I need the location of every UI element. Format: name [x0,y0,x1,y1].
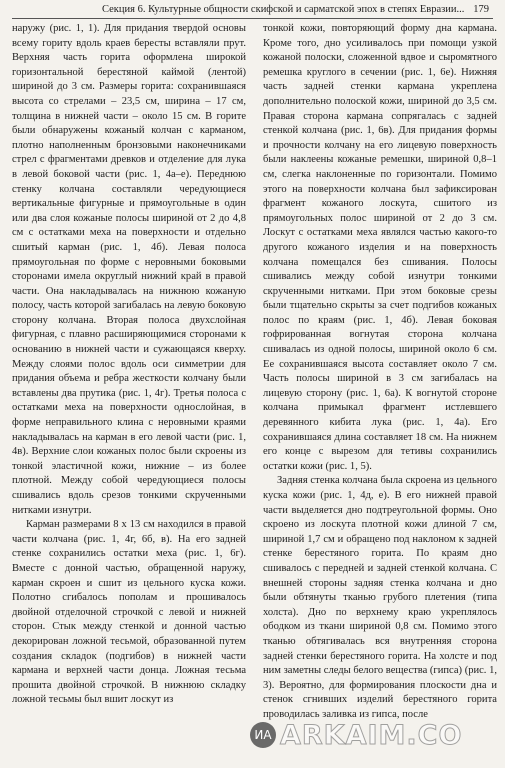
paragraph: наружу (рис. 1, 1). Для придания твердой основы всему гориту вдоль краев бересты вставляли прут. Верхняя часть горита оформлена широкой горизонтальной берестяной каймой (лентой) шириной до 3 см. Размеры горита: сохранившаяся высота со стрелами – 23,5 см, ширина – 17 см, толщина в нижней части – около 15 см. В горите были обнаружены кожаный колчан с карманом, плотно наполненным бронзовыми наконечниками стрел с фрагментами древков и отделение для лука в левой боковой части (рис. 1, 4а–е). Переднюю стенку колчана составляли чередующиеся вертикальные фигурные и прямоугольные в один или два слоя кожаные полосы шириной от 2 до 4,8 см с остатками меха на поверхности и отдельно сшитый карман (рис. 1, 4б). Левая полоса прямоугольная по форме с неровными боковыми сторонами имела округлый нижний край в правой части. Она накладывалась на нижнюю кожаную полосу, часть которой загибалась на левую боковую сторону колчана. Вторая полоса двухслойная фигурная, с плавно расширяющимися сторонами к основанию в нижней части и сужающаяся кверху. Между слоями полос вдоль оси симметрии для придания объема и ребра жесткости колчану были вставлены два прутика (рис. 1, 4г). Третья полоса с остатками меха на поверхности однослойная, в форме неправильного клина с неровными краями накладывалась на карман в его левой части (рис. 1, 4в). Верхние слои кожаных полос были скроены из тонкой эластичной кожи, нижние – из более плотной. Между собой чередующиеся полосы сшивались вдоль срезов тонкими скрученными нитками изнутри. [12,23,246,516]
watermark-text: ARKAIM.CO [280,719,463,751]
paragraph: тонкой кожи, повторяющий форму дна кармана. Кроме того, дно усиливалось при помощи узкой кожаной полоски, сложенной вдвое и сыромятного ремешка круглого в сечении (рис. 1, 6е). Нижняя часть задней стенки кармана укреплена дополнительно полоской кожи, шириной до 3,5 см. Правая сторона кармана сопрягалась с задней стенкой колчана (рис. 1, 6в). Для придания формы и прочности колчану на его лицевую поверхность были наклеены кожаные ремешки, шириной 0,8–1 см, слегка наклоненные по горизонтали. Помимо этого на поверхности колчана был зафиксирован фрагмент кожаного лоскута, сшитого из прямоугольных полос шириной от 2 до 3 см. Лоскут с остатками меха являлся частью какого-то другого кожаного изделия и на поверхность колчана помещался без сшивания. Полосы сшивались между собой изнутри тонкими скрученными нитками. При этом боковые срезы были тщательно скрыты за счет подгибов кожаных полос по краям (рис. 1, 4б). Левая боковая гофрированная вогнутая сторона колчана сшивалась из одной полосы, шириной около 6 см. Ее сохранившаяся высота составляет около 7 см. Часть полосы шириной в 3 см загибалась на лицевую сторону (рис. 1, 6а). К вогнутой стороне колчана примыкал фрагмент истлевшего деревянного кибита лука (рис. 1, 4а). Его сохранившаяся длина составляет 18 см. На нижнем его конце с вырезом для тетивы сохранились остатки кожи (рис. 1, 5). [263,23,497,472]
paragraph: Задняя стенка колчана была скроена из цельного куска кожи (рис. 1, 4д, е). В его нижней правой части выделяется дно подтреугольной формы. Оно скроено из лоскута плотной кожи длиной 7 см, шириной 1,7 см и обращено под наклоном к задней стенке берестяного горита. По краям дно сшивалось с передней и задней стенкой колчана. С внешней стороны задняя стенка колчана и дно были обтянуты тканью грубого плетения (типа холста). Дно по верхнему краю укреплялось ободком из ткани шириной 0,8 см. Помимо этого тканью обтягивалась вся внутренняя сторона задней стенки берестяного горита. На холсте и под ним заметны следы белого вещества (гипса) (рис. 1, 3). Вероятно, для формирования плоскости дна и стенок сгнивших изделий берестяного горита проводилась заливка из гипса, после [263,475,497,720]
left-column [12,22,246,708]
running-header [12,2,493,19]
paragraph: Карман размерами 8 х 13 см находился в правой части колчана (рис. 1, 4г, 6б, в). На его задней стенке сохранились остатки меха (рис. 1, 6г). Вместе с донной частью, обращенной наружу, карман скроен и сшит из цельного куска кожи. Полотно сгибалось пополам и прошивалось двойной отделочной строчкой с левой и нижней сторон. Стык между стенкой и донной частью декорирован ложной тесьмой, образованной путем создания складок (подгибов) в нижней части кармана и верхней части донца. Ложная тесьма прошита двойной строчкой. В нижнюю складку ложной тесьмы был вшит лоскут из [12,519,246,706]
running-title: Секция 6. Культурные общности скифской и сарматской эпох в степях Евразии... [102,4,465,15]
site-watermark [250,720,462,750]
right-column [263,22,497,723]
page-number: 179 [473,4,489,15]
watermark-badge-icon: ИА [250,722,276,748]
